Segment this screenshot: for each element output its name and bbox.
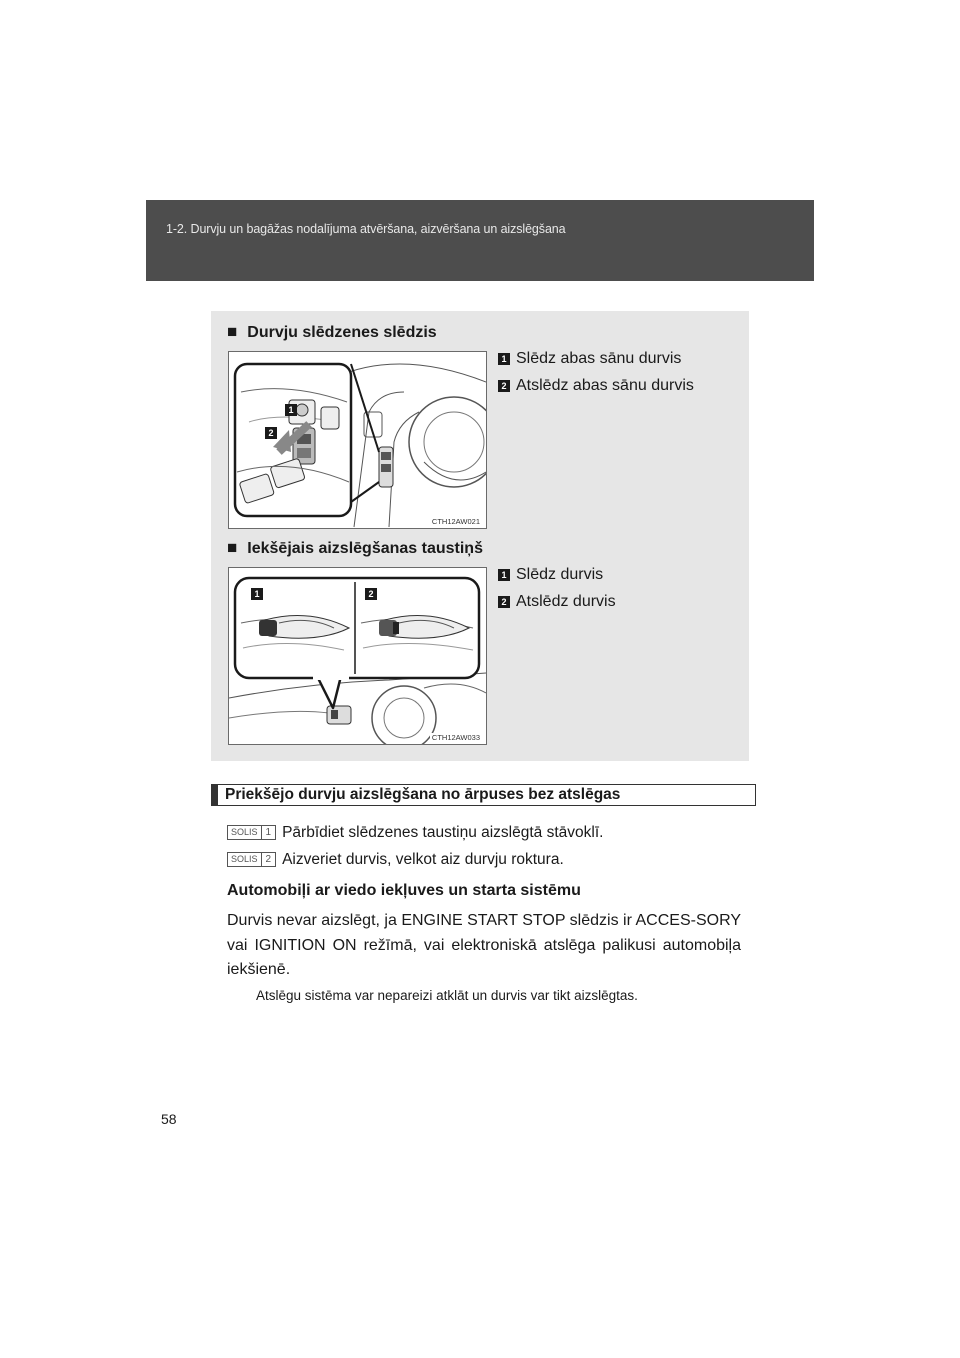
step-row <box>227 824 603 842</box>
number-2-badge: 2 <box>498 380 510 392</box>
figure-code: CTH12AW033 <box>431 733 480 742</box>
number-1-badge: 1 <box>498 569 510 581</box>
door-lock-switch-illustration <box>229 352 486 528</box>
inside-lock-button-illustration <box>229 568 486 744</box>
step-text: Aizveriet durvis, velkot aiz durvju roktura. <box>282 851 564 868</box>
page-number: 58 <box>161 1111 177 1127</box>
figure-code: CTH12AW021 <box>431 517 480 526</box>
number-2-badge: 2 <box>498 596 510 608</box>
subheading: Automobiļi ar viedo iekļuves un starta sistēmu <box>227 882 581 899</box>
step-text: Pārbīdiet slēdzenes taustiņu aizslēgtā stāvoklī. <box>282 824 604 841</box>
legend-item: 2 Atslēdz abas sānu durvis <box>498 377 694 395</box>
body-paragraph: Durvis nevar aizslēgt, ja ENGINE START STOP slēdzis ir ACCES-SORY vai IGNITION ON režīmā, vai elektroniskā atslēga palikusi automobiļa iekšienē. <box>227 912 741 978</box>
square-bullet-icon: ■ <box>227 322 238 341</box>
section-bar-heading: Priekšējo durvju aizslēgšana no ārpuses bez atslēgas <box>211 784 756 806</box>
chapter-header-bar <box>146 200 814 281</box>
section-heading-door-lock-switch: ■ Durvju slēdzenes slēdzis <box>227 322 437 341</box>
number-1-badge: 1 <box>498 353 510 365</box>
chapter-title: 1-2. Durvju un bagāžas nodalījuma atvēršana, aizvēršana un aizslēgšana <box>166 222 566 236</box>
figure-inside-lock-button <box>228 567 487 745</box>
legend-item: 1 Slēdz durvis <box>498 566 603 584</box>
figure-door-lock-switch <box>228 351 487 529</box>
step-tag: SOLIS 1 <box>227 825 276 840</box>
step-row <box>227 851 564 869</box>
step-tag: SOLIS 2 <box>227 852 276 867</box>
note-text: Atslēgu sistēma var nepareizi atklāt un durvis var tikt aizslēgtas. <box>256 988 638 1003</box>
section-heading-inside-lock-button: ■ Iekšējais aizslēgšanas taustiņš <box>227 538 483 557</box>
legend-item: 2 Atslēdz durvis <box>498 593 616 611</box>
square-bullet-icon: ■ <box>227 538 238 557</box>
callout-2-badge: 2 <box>365 588 377 600</box>
callout-2-badge: 2 <box>265 427 277 439</box>
callout-1-badge: 1 <box>285 404 297 416</box>
legend-item: 1 Slēdz abas sānu durvis <box>498 350 681 368</box>
callout-1-badge: 1 <box>251 588 263 600</box>
